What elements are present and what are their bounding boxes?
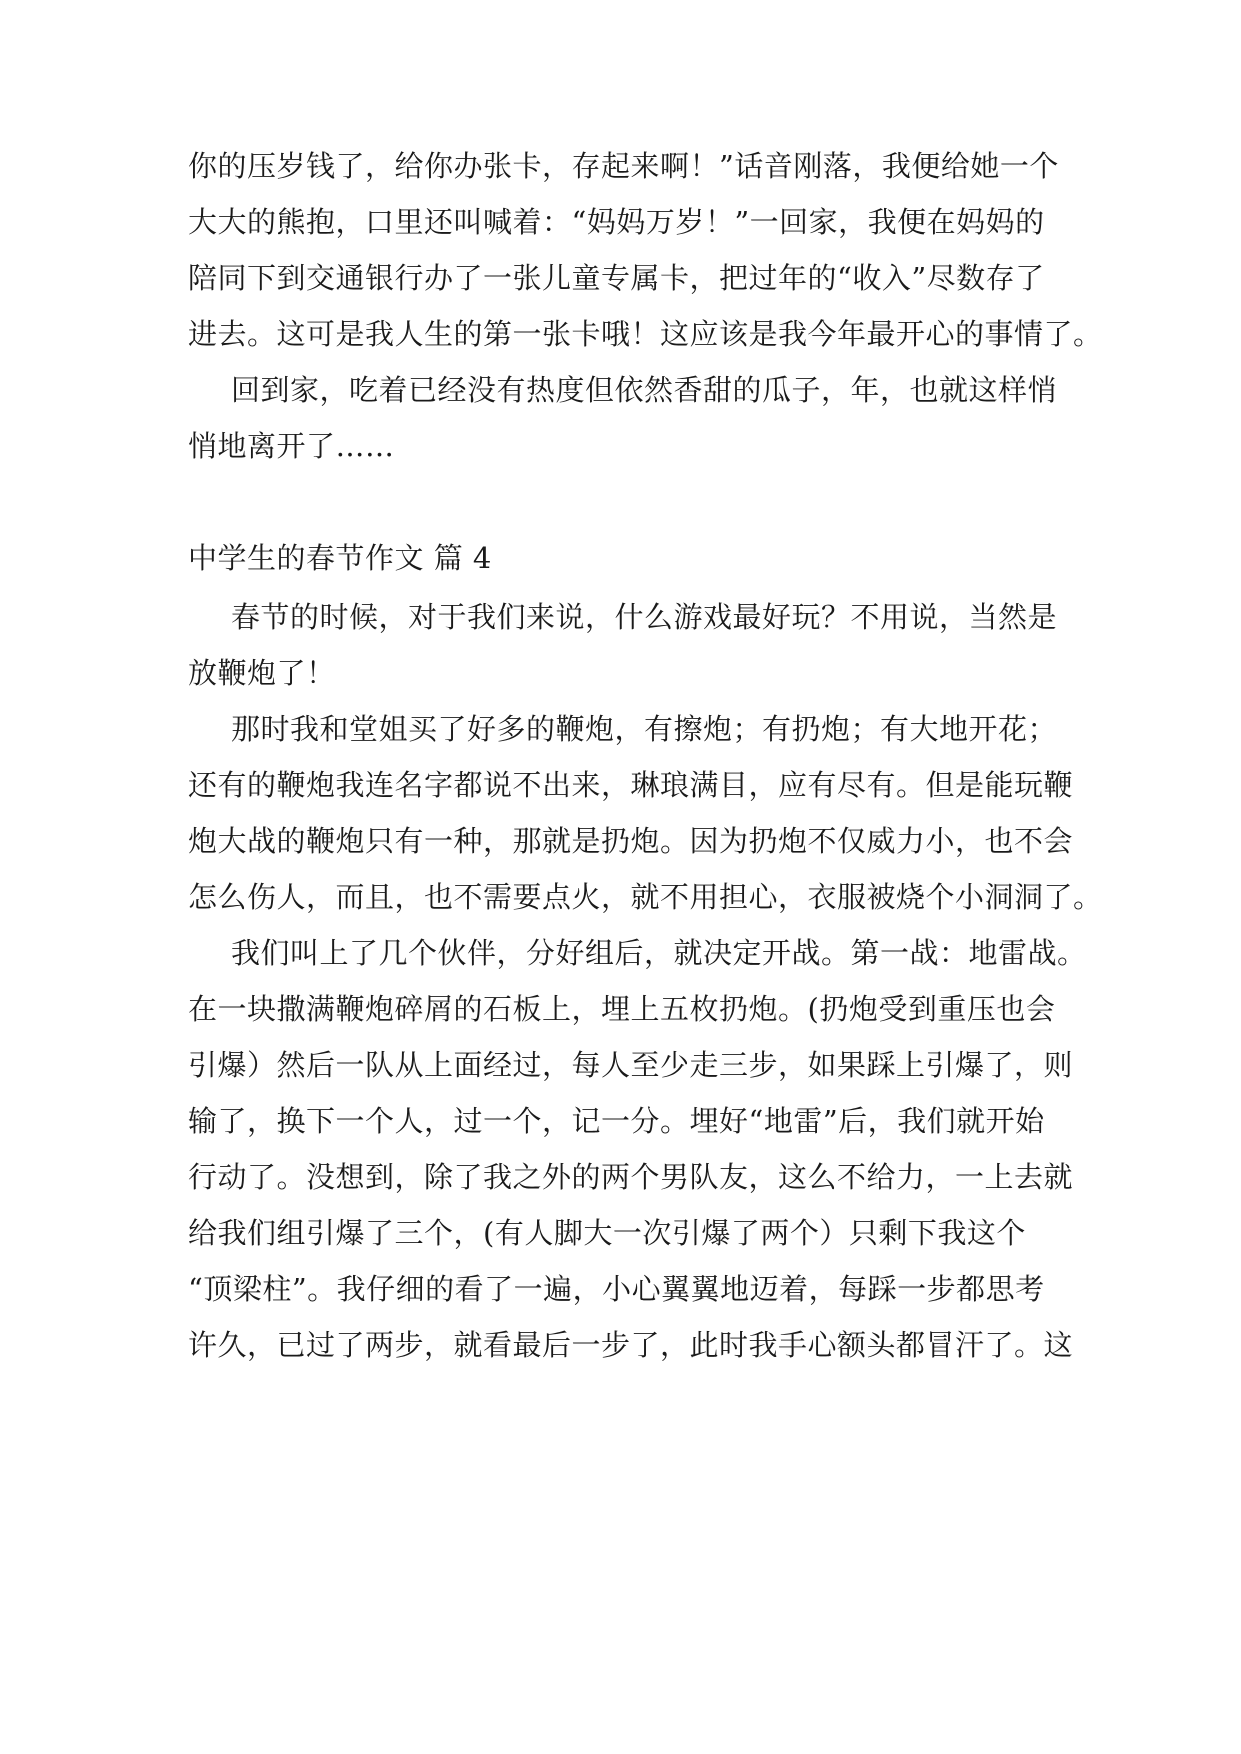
paragraph-line: 那时我和堂姐买了好多的鞭炮，有擦炮；有扔炮；有大地开花； <box>231 712 1058 746</box>
paragraph-line: 许久，已过了两步，就看最后一步了，此时我手心额头都冒汗了。这 <box>188 1328 1074 1362</box>
paragraph-line: 怎么伤人，而且，也不需要点火，就不用担心，衣服被烧个小洞洞了。 <box>188 880 1103 914</box>
paragraph-line: 放鞭炮了！ <box>188 656 336 690</box>
paragraph-line: 输了，换下一个人，过一个，记一分。埋好“地雷”后，我们就开始 <box>188 1104 1045 1138</box>
paragraph-line: 陪同下到交通银行办了一张儿童专属卡，把过年的“收入”尽数存了 <box>188 261 1045 295</box>
paragraph-line: 给我们组引爆了三个，(有人脚大一次引爆了两个）只剩下我这个 <box>188 1216 1026 1250</box>
paragraph-line: 悄地离开了…… <box>188 429 395 463</box>
paragraph-line: 春节的时候，对于我们来说，什么游戏最好玩？不用说，当然是 <box>231 600 1058 634</box>
paragraph-line: 在一块撒满鞭炮碎屑的石板上，埋上五枚扔炮。(扔炮受到重压也会 <box>188 992 1056 1026</box>
paragraph-line: 引爆）然后一队从上面经过，每人至少走三步，如果踩上引爆了，则 <box>188 1048 1074 1082</box>
paragraph-line: 回到家，吃着已经没有热度但依然香甜的瓜子，年，也就这样悄 <box>231 373 1058 407</box>
paragraph-line: “顶梁柱”。我仔细的看了一遍，小心翼翼地迈着，每踩一步都思考 <box>188 1272 1045 1306</box>
paragraph-line: 大大的熊抱，口里还叫喊着：“妈妈万岁！”一回家，我便在妈妈的 <box>188 205 1045 239</box>
paragraph-line: 我们叫上了几个伙伴，分好组后，就决定开战。第一战：地雷战。 <box>231 936 1087 970</box>
paragraph-line: 进去。这可是我人生的第一张卡哦！这应该是我今年最开心的事情了。 <box>188 317 1103 351</box>
paragraph-line: 行动了。没想到，除了我之外的两个男队友，这么不给力，一上去就 <box>188 1160 1074 1194</box>
section-heading: 中学生的春节作文 篇 4 <box>188 541 492 575</box>
paragraph-line: 你的压岁钱了，给你办张卡，存起来啊！”话音刚落，我便给她一个 <box>188 149 1059 183</box>
paragraph-line: 炮大战的鞭炮只有一种，那就是扔炮。因为扔炮不仅威力小，也不会 <box>188 824 1074 858</box>
paragraph-line: 还有的鞭炮我连名字都说不出来，琳琅满目，应有尽有。但是能玩鞭 <box>188 768 1074 802</box>
